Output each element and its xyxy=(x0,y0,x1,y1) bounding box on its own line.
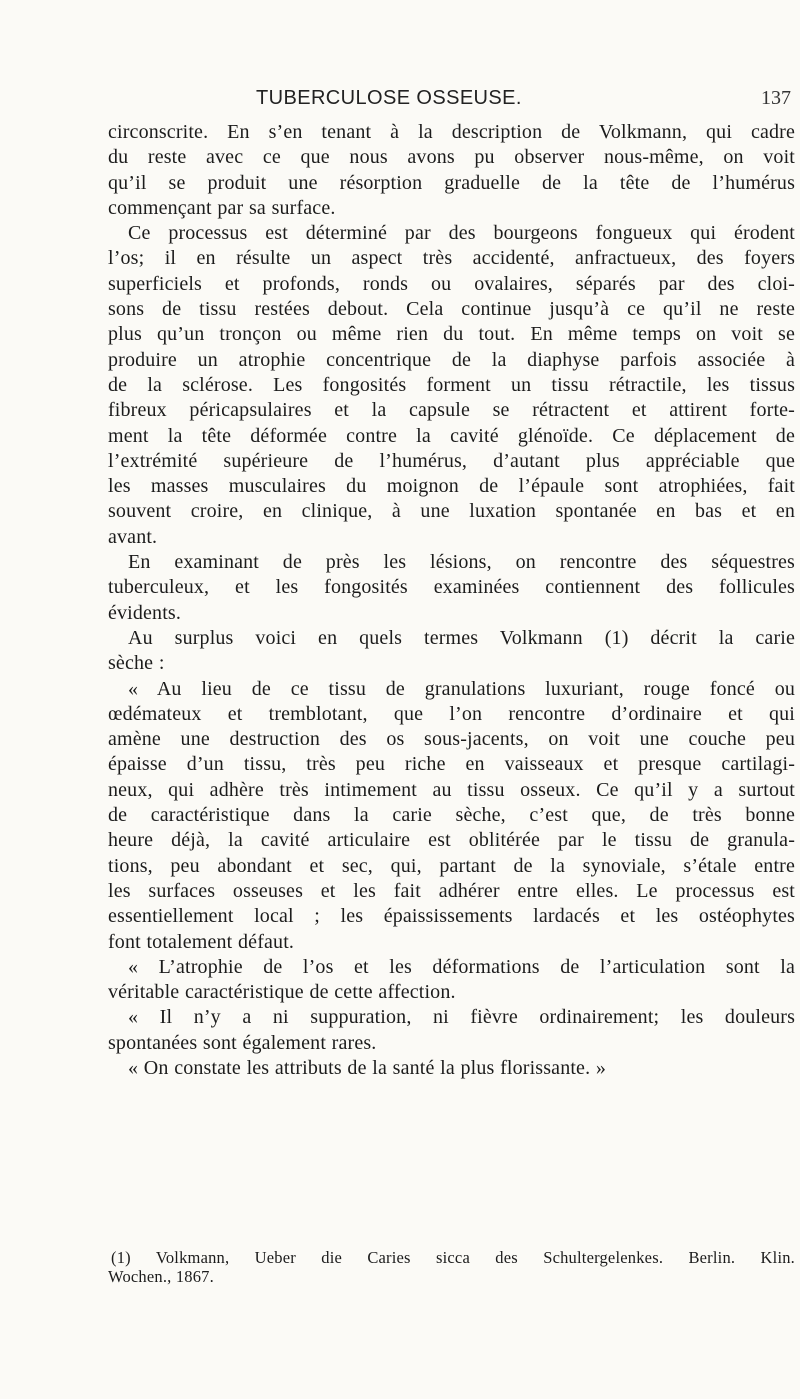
text-line: véritable caractéristique de cette affection. xyxy=(108,981,456,1004)
text-line: tions, peu abondant et sec, qui, partant de la synoviale, s’étale entre xyxy=(108,854,795,877)
text-line: circonscrite. En s’en tenant à la description de Volkmann, qui cadre xyxy=(108,121,795,143)
page-number: 137 xyxy=(761,87,791,109)
text-line: heure déjà, la cavité articulaire est oblitérée par le tissu de granula- xyxy=(108,829,795,852)
paragraph xyxy=(108,221,795,550)
text-line: ment la tête déformée contre la cavité glénoïde. Ce déplacement de xyxy=(108,424,795,447)
text-line: épaisse d’un tissu, très peu riche en vaisseaux et presque cartilagi- xyxy=(108,753,795,776)
text-line: amène une destruction des os sous-jacents, on voit une couche peu xyxy=(108,728,795,751)
paragraph xyxy=(108,626,795,677)
body-text xyxy=(108,120,795,1081)
text-line: évidents. xyxy=(108,601,182,624)
text-line: spontanées sont également rares. xyxy=(108,1031,377,1054)
text-line: En examinant de près les lésions, on rencontre des séquestres xyxy=(128,551,795,574)
text-line: font totalement défaut. xyxy=(108,930,295,953)
running-head: TUBERCULOSE OSSEUSE. xyxy=(256,87,522,109)
text-line: produire un atrophie concentrique de la diaphyse parfois associée à xyxy=(108,348,795,371)
footnote xyxy=(108,1248,795,1286)
text-line: l’extrémité supérieure de l’humérus, d’autant plus appréciable que xyxy=(108,449,795,472)
text-line: « On constate les attributs de la santé la plus florissante. » xyxy=(128,1056,607,1079)
quote-paragraph xyxy=(108,677,795,955)
text-line: de la sclérose. Les fongosités forment un tissu rétractile, les tissus xyxy=(108,373,795,396)
text-line: fibreux péricapsulaires et la capsule se rétractent et attirent forte- xyxy=(108,399,795,422)
paragraph xyxy=(108,550,795,626)
text-line: qu’il se produit une résorption graduelle de la tête de l’humérus xyxy=(108,171,795,194)
text-line: l’os; il en résulte un aspect très accidenté, anfractueux, des foyers xyxy=(108,247,795,270)
paragraph xyxy=(108,120,795,221)
text-line: les surfaces osseuses et les fait adhérer entre elles. Le processus est xyxy=(108,879,795,902)
text-line: souvent croire, en clinique, à une luxation spontanée en bas et en xyxy=(108,500,795,523)
text-line: tuberculeux, et les fongosités examinées contiennent des follicules xyxy=(108,576,795,599)
quote-paragraph xyxy=(108,955,795,1006)
text-line: plus qu’un tronçon ou même rien du tout. En même temps on voit se xyxy=(108,323,795,346)
quote-paragraph xyxy=(108,1005,795,1056)
text-line: Ce processus est déterminé par des bourgeons fongueux qui érodent xyxy=(128,222,795,245)
text-line: œdémateux et tremblotant, que l’on rencontre d’ordinaire et qui xyxy=(108,702,795,725)
text-line: « L’atrophie de l’os et les déformations de l’articulation sont la xyxy=(128,955,795,978)
text-line: sons de tissu restées debout. Cela continue jusqu’à ce qu’il ne reste xyxy=(108,298,795,321)
text-line: superficiels et profonds, ronds ou ovalaires, séparés par des cloi- xyxy=(108,272,795,295)
footnote-line: Wochen., 1867. xyxy=(108,1267,214,1286)
text-line: du reste avec ce que nous avons pu observer nous-même, on voit xyxy=(108,146,795,169)
text-line: Au surplus voici en quels termes Volkmann (1) décrit la carie xyxy=(128,626,795,649)
footnote-line: (1) Volkmann, Ueber die Caries sicca des Schultergelenkes. Berlin. Klin. xyxy=(111,1248,795,1267)
text-line: « Au lieu de ce tissu de granulations luxuriant, rouge foncé ou xyxy=(128,677,795,700)
page-header xyxy=(108,85,795,119)
quote-paragraph xyxy=(108,1056,795,1081)
text-line: avant. xyxy=(108,525,158,548)
text-line: « Il n’y a ni suppuration, ni fièvre ordinairement; les douleurs xyxy=(128,1006,795,1029)
text-line: neux, qui adhère très intimement au tissu osseux. Ce qu’il y a surtout xyxy=(108,778,795,801)
text-line: les masses musculaires du moignon de l’épaule sont atrophiées, fait xyxy=(108,475,795,498)
text-line: commençant par sa surface. xyxy=(108,196,336,219)
text-line: de caractéristique dans la carie sèche, c’est que, de très bonne xyxy=(108,804,795,827)
text-line: essentiellement local ; les épaississements lardacés et les ostéophytes xyxy=(108,905,795,928)
text-line: sèche : xyxy=(108,652,165,675)
